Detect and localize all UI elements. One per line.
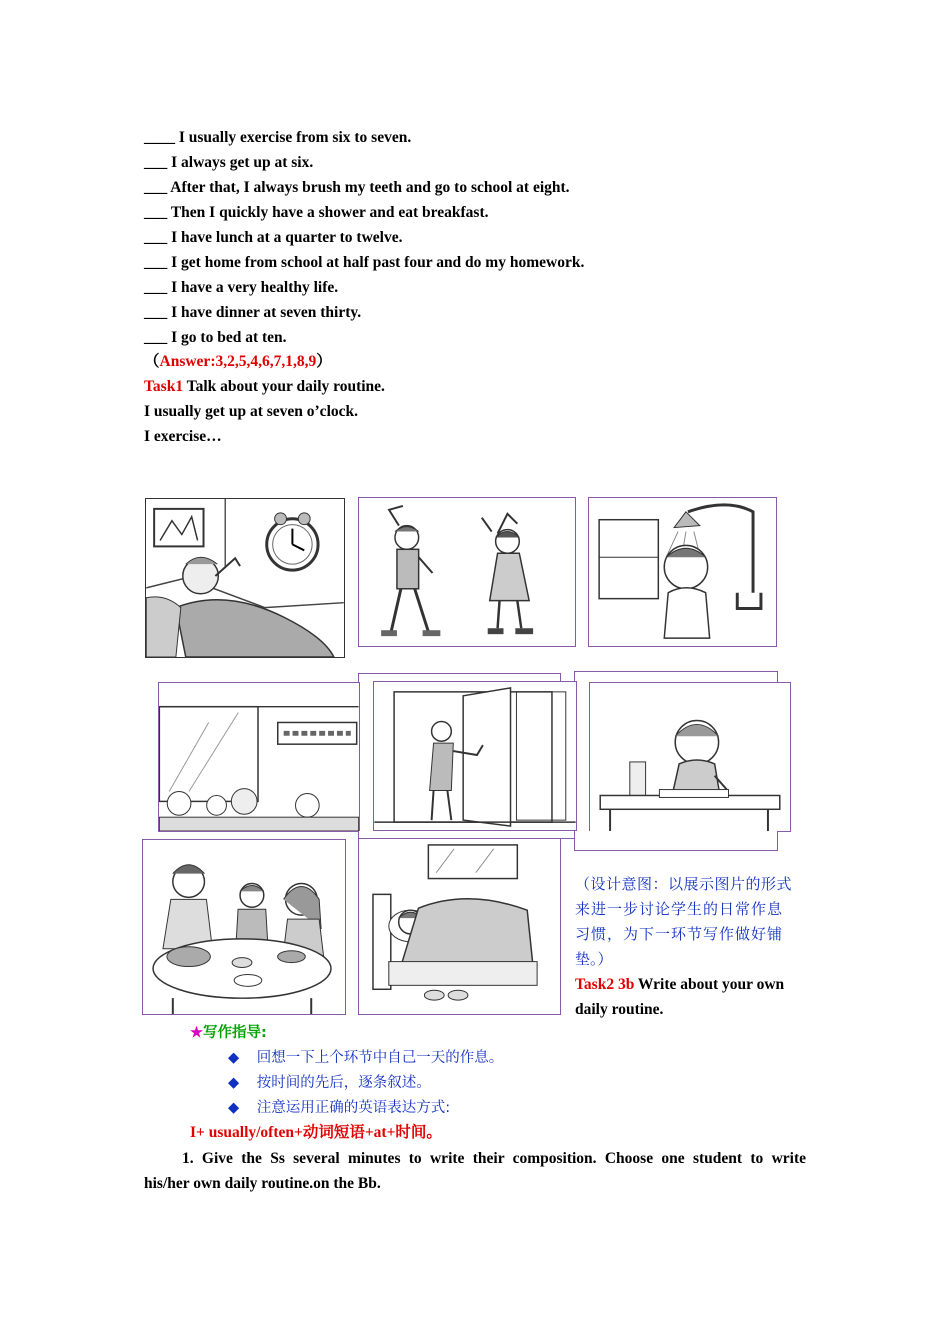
boy-shower-picture xyxy=(588,497,777,647)
diamond-icon: ◆ xyxy=(228,1050,240,1066)
instruction-line-2: his/her own daily routine.on the Bb. xyxy=(144,1175,381,1192)
task2-text: Write about your own xyxy=(634,976,785,993)
task1-line xyxy=(144,377,385,397)
task1-text: Talk about your daily routine. xyxy=(183,378,385,395)
guide-bullet-1 xyxy=(228,1048,503,1068)
task2-label: Task2 3b xyxy=(575,976,635,993)
design-note-line-1: （设计意图：以展示图片的形式 xyxy=(575,875,793,893)
design-note-line-2: 来进一步讨论学生的日常作息 xyxy=(575,900,784,918)
task2-text-2: daily routine. xyxy=(575,1001,664,1018)
task2-block xyxy=(575,972,807,1022)
back-frame-bottom-right xyxy=(574,831,778,851)
sentence-4: ___ Then I quickly have a shower and eat breakfast. xyxy=(144,204,489,221)
diamond-icon: ◆ xyxy=(228,1075,240,1091)
guide-bullet-1-text: 回想一下上个环节中自己一天的作息。 xyxy=(256,1050,504,1066)
design-note-line-3: 习惯，为下一环节写作做好铺 xyxy=(575,925,784,943)
task1-label: Task1 xyxy=(144,378,184,395)
writing-formula: I+ usually/often+动词短语+at+时间。 xyxy=(190,1124,442,1141)
sentence-9: ___ I go to bed at ten. xyxy=(144,329,287,346)
boy-door-picture xyxy=(373,681,577,831)
guide-bullet-2 xyxy=(228,1073,431,1093)
answer-line xyxy=(144,352,332,372)
task1-example-1: I usually get up at seven o’clock. xyxy=(144,403,358,420)
sentence-7: ___ I have a very healthy life. xyxy=(144,279,339,296)
guide-bullet-3 xyxy=(228,1098,450,1118)
kids-exercising-picture xyxy=(358,497,576,647)
answer-open: （ xyxy=(144,353,160,370)
instruction-paragraph xyxy=(144,1146,806,1196)
boy-waking-up-picture xyxy=(145,498,345,658)
boy-in-bed-picture xyxy=(358,838,561,1015)
boy-homework-picture xyxy=(589,682,791,832)
star-icon: ★ xyxy=(190,1025,203,1041)
family-dinner-picture xyxy=(142,839,346,1015)
sentence-2: ___ I always get up at six. xyxy=(144,154,314,171)
design-note-line-4: 垫。） xyxy=(575,950,613,968)
guide-bullet-2-text: 按时间的先后，逐条叙述。 xyxy=(256,1075,431,1091)
task1-example-2: I exercise… xyxy=(144,428,222,445)
sentence-3: ___ After that, I always brush my teeth and go to school at eight. xyxy=(144,179,570,196)
sentence-6: ___ I get home from school at half past four and do my homework. xyxy=(144,254,585,271)
guide-bullet-3-text: 注意运用正确的英语表达方式: xyxy=(256,1100,451,1116)
instruction-line-1: 1. Give the Ss several minutes to write their composition. Choose one student to write xyxy=(182,1150,806,1167)
answer-close: ） xyxy=(316,353,332,370)
sentence-1: ____ I usually exercise from six to seven. xyxy=(144,129,412,146)
writing-guide-title-line xyxy=(190,1023,267,1043)
sentence-8: ___ I have dinner at seven thirty. xyxy=(144,304,362,321)
writing-guide-title: 写作指导: xyxy=(203,1025,267,1041)
school-lunch-picture xyxy=(158,682,360,832)
diamond-icon: ◆ xyxy=(228,1100,240,1116)
answer-text: Answer:3,2,5,4,6,7,1,8,9 xyxy=(159,353,317,370)
design-note xyxy=(575,872,807,972)
sentence-5: ___ I have lunch at a quarter to twelve. xyxy=(144,229,403,246)
